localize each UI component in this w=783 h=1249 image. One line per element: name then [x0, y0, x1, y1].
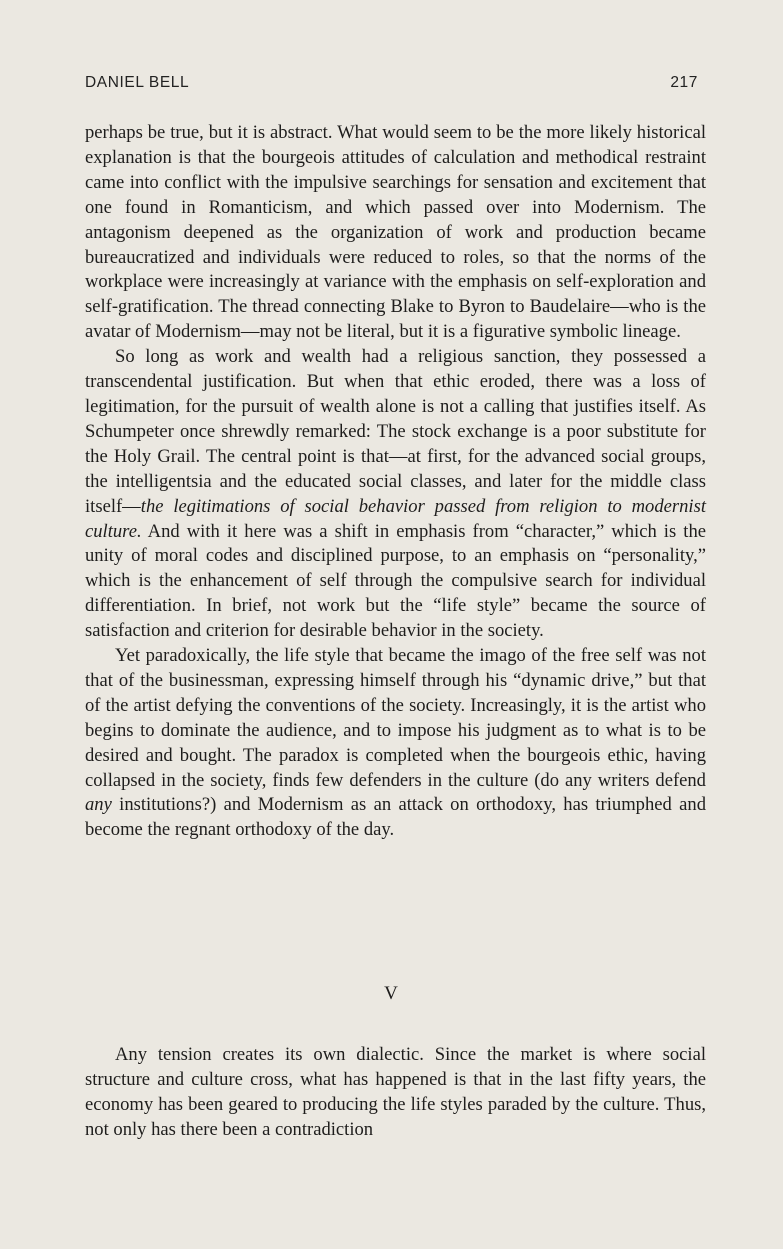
section-numeral: V — [384, 983, 399, 1004]
paragraph: Any tension creates its own dialectic. Since the market is where social structure and culture cross, what has happened is that in the last fifty years, the economy has been geared to producing the life styles paraded by the culture. Thus, not only has there been a contradiction — [85, 1044, 706, 1140]
body-text — [85, 121, 706, 843]
paragraph-text: So long as work and wealth had a religious sanction, they possessed a transcendental justification. But when that ethic eroded, there was a loss of legitimation, for the pursuit of wealth alone is not a calling that justifies itself. As Schumpeter once shrewdly remarked: The stock exchange is a poor substitute for the Holy Grail. The central point is that—at first, for the advanced social groups, the intelligentsia and the educated social classes, and later for the middle class itself— — [85, 346, 706, 517]
paragraph-text: institutions?) and Modernism as an attack on orthodoxy, has triumphed and become the regnant orthodoxy of the day. — [85, 794, 706, 841]
running-head-author: DANIEL BELL — [85, 74, 190, 91]
paragraph-text: And with it here was a shift in emphasis from “character,” which is the unity of moral codes and disciplined purpose, to an emphasis on “personality,” which is the enhancement of self through the compulsive search for individual differentiation. In brief, not work but the “life style” became the source of satisfaction and criterion for desirable behavior in the society. — [85, 520, 706, 642]
page-number: 217 — [670, 74, 698, 91]
emphasized-text: any — [85, 794, 112, 816]
paragraph — [85, 345, 706, 644]
paragraph-text: writers defend — [591, 769, 706, 791]
running-head — [85, 74, 698, 96]
paragraph — [85, 644, 706, 843]
body-text-section-v — [85, 1043, 706, 1143]
paragraph-text: Yet paradoxically, the life style that became the imago of the free self was not that of the businessman, expressing himself through his “dynamic drive,” but that of the artist defying the conventions of the society. Increasingly, it is the artist who begins to dominate the audience, and to impose his judgment as to what is to be desired and bought. The paradox is completed when the bourgeois ethic, having collapsed in the society, finds few defenders in the culture (do — [85, 645, 706, 791]
emphasized-text: the legitimations of social behavior passed from religion to modernist culture. — [85, 495, 706, 542]
paragraph-continued: perhaps be true, but it is abstract. What would seem to be the more likely historical explanation is that the bourgeois attitudes of calculation and methodical restraint came into conflict with the impulsive searchings for sensation and excitement that one found in Romanticism, and which passed over into Modernism. The antagonism deepened as the organization of work and production became bureaucratized and individuals were reduced to roles, so that the norms of the workplace were increasingly at variance with the emphasis on self-exploration and self-gratification. The thread connecting Blake to Byron to Baudelaire—who is the avatar of Modernism—may not be literal, but it is a figurative symbolic lineage. — [85, 122, 706, 343]
paragraph-text: any — [564, 769, 592, 791]
